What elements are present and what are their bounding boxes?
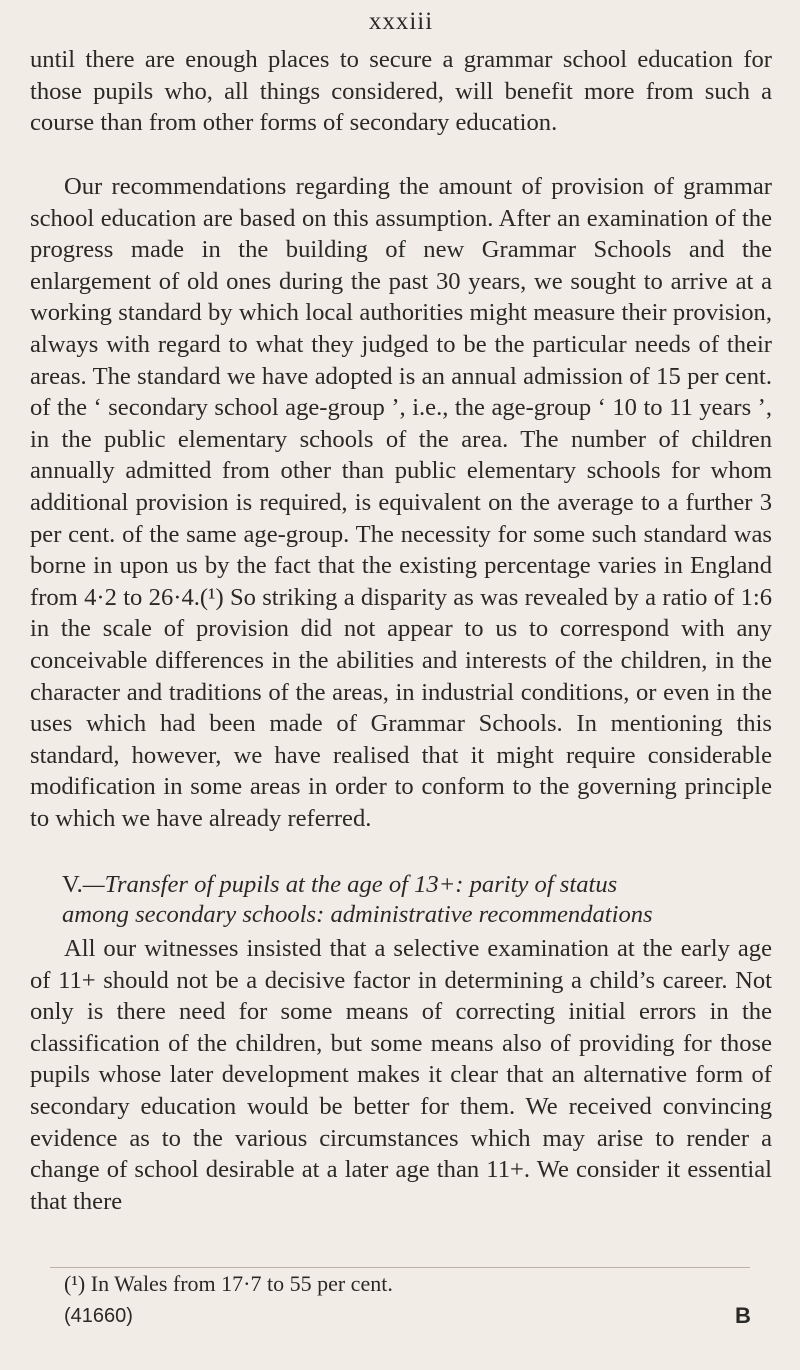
footnote-divider bbox=[50, 1267, 750, 1268]
section-number: V. bbox=[62, 871, 83, 898]
section-heading-line-2: among secondary schools: administrative recommendations bbox=[62, 901, 653, 928]
paragraph-continuation: until there are enough places to secure a grammar school education for those pupils who, all things considered, will benefit more from such a course than from other forms of secondary education. bbox=[30, 46, 772, 137]
signature-mark: B bbox=[735, 1303, 751, 1328]
paragraph-transfer: All our witnesses insisted that a selective examination at the early age of 11+ should not be a decisive factor in determining a child’s career. Not only is there need for some means of correcting initial errors in the classification of the children, but some means also of providing for those pupils whose later development makes it clear that an alternative form of secondary education would be better for them. We received convincing evidence as to the various circumstances which may arise to render a change of school desirable at a later age than 11+. We consider it essential that there bbox=[30, 935, 772, 1215]
footnote: (¹) In Wales from 17·7 to 55 per cent. bbox=[64, 1271, 393, 1296]
section-heading bbox=[30, 870, 772, 930]
section-heading-line-1: —Transfer of pupils at the age of 13+: parity of status bbox=[82, 871, 618, 898]
page-number: xxxiii bbox=[368, 8, 434, 35]
print-code: (41660) bbox=[64, 1305, 133, 1327]
paragraph-recommendations: Our recommendations regarding the amount of provision of grammar school education are based on this assumption. After an examination of the progress made in the building of new Grammar Schools and the enlargement of old ones during the past 30 years, we sought to arrive at a working standard by which local authorities might measure their provision, always with regard to what they judged to be the particular needs of their areas. The standard we have adopted is an annual admission of 15 per cent. of the ‘ secondary school age-group ’, i.e., the age-group ‘ 10 to 11 years ’, in the public elementary schools of the area. The number of children annually admitted from other than public elementary schools for whom additional provision is required, is equivalent on the average to a further 3 per cent. of the same age-group. The necessity for some such standard was borne in upon us by the fact that the existing percentage varies in England from 4·2 to 26·4.(¹) So striking a disparity as was revealed by a ratio of 1:6 in the scale of provision did not appear to us to correspond with any conceivable differences in the abilities and interests of the children, in the character and traditions of the areas, in industrial conditions, or even in the uses which had been made of Grammar Schools. In mentioning this standard, however, we have realised that it might require considerable modification in some areas in order to conform to the governing principle to which we have already referred. bbox=[30, 173, 772, 832]
